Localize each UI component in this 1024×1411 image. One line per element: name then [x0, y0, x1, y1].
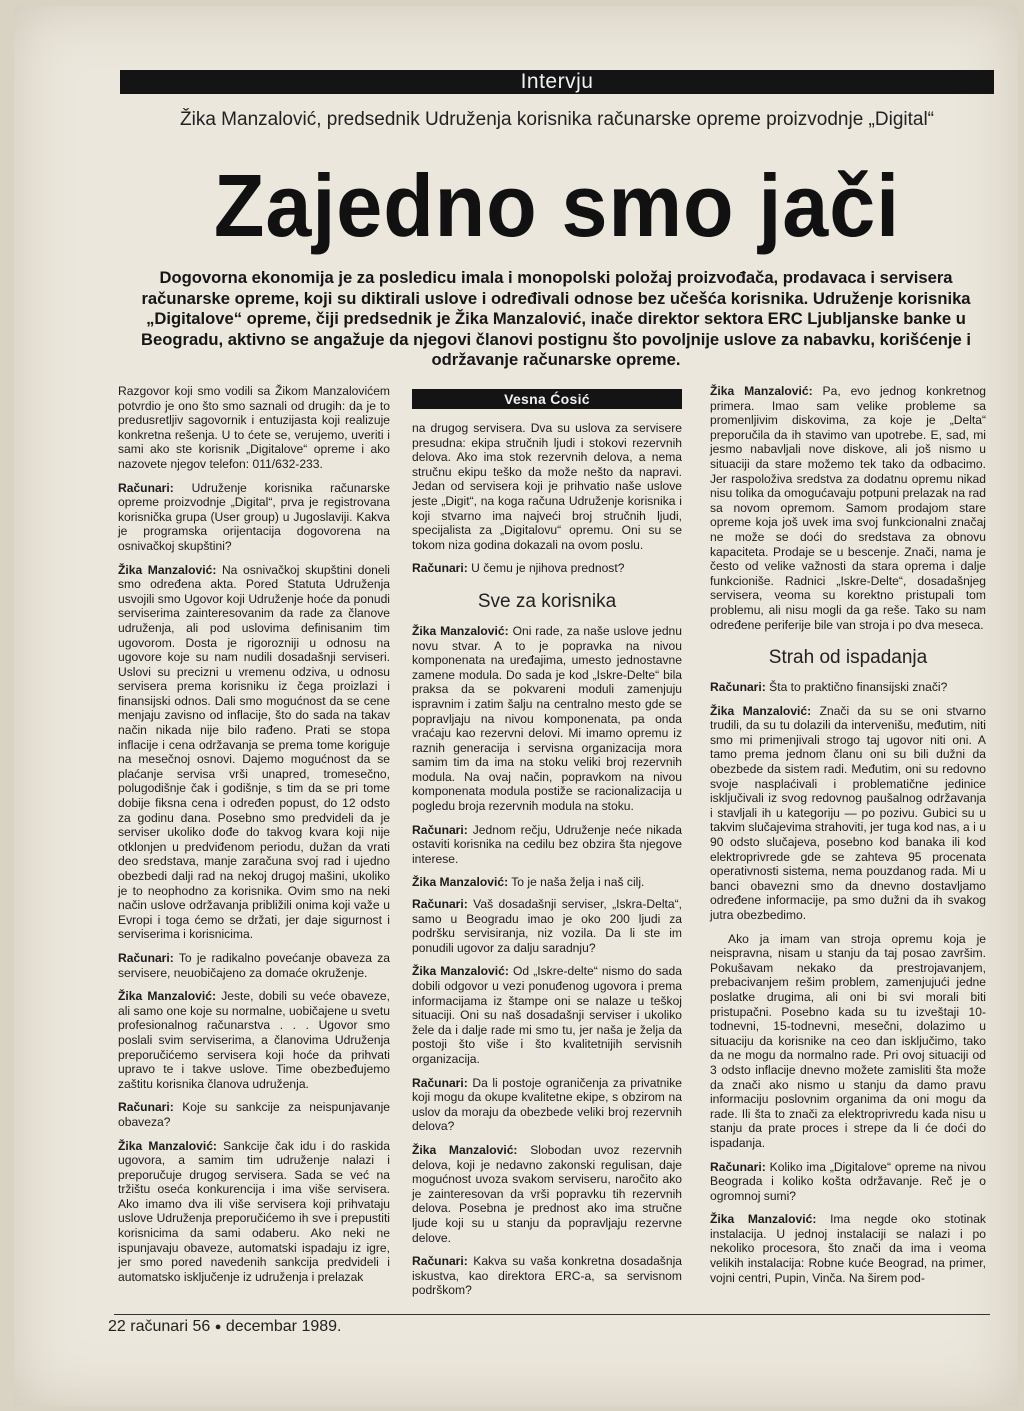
magazine-page	[14, 6, 1018, 1406]
speaker-label: Računari:	[118, 950, 174, 965]
speaker-label: Računari:	[412, 897, 468, 912]
answer: Žika Manzalović: Jeste, dobili su veće obaveze, ali samo one koje su normalne, uobičajene u svetu profesionalnog računarstva . . . Ugovor smo poslali svim serviserima, a članovima Udruženja preporučićemo servisera koji hoće da prihvati upravo te i takve uslove. Time obezbeđujemo zaštitu korisnika članova udruženja.	[118, 989, 390, 1091]
answer: Žika Manzalović: Ima negde oko stotinak instalacija. U jednoj instalaciji se nalazi i po nekoliko procesora, što znači da ima i veoma velikih instalacija: Robne kuće Beograd, na primer, vojni centri, Pupin, Vinča. Na širem pod-	[710, 1212, 986, 1285]
answer: Žika Manzalović: Oni rade, za naše uslove jednu novu stvar. A to je popravka na nivou komponenata na uređajima, umesto jednostavne zamene modula. Do sada je kod „Iskre-Delte“ bila praksa da se pokvareni moduli zamenjuju ispravnim i zatim šalju na centralno mesto gde se popravljaju na nivou komponenata, pa onda vraćaju kao rezervni delovi. Mi imamo opremu iz raznih generacija i servisna organizacija mora samim tim da ima na stoku veliki broj rezervnih modula. Na ovaj način, popravkom na nivou komponenata modula postiže se racionalizacija u pogledu broja rezervnih modula na stoku.	[412, 623, 682, 814]
subheading: Strah od ispadanja	[768, 647, 928, 669]
speaker-label: Računari:	[412, 1254, 468, 1269]
speaker-label: Računari:	[710, 1159, 766, 1174]
paragraph: Ako ja imam van stroja opremu koja je neispravna, nisam u stanju da taj posao završim. Pokušavam nekako da prestrojavanjem, prebacivanjem rešim problem, zamenjujući jedne poslatke drugima, ali oni bi svi morali biti pristupačni. Posebno kada su tu izveštaji 10-todnevni, 15-todnevni, mesečni, dolazimo u situaciju da korisnike na ceo dan isključimo, tako da ne mogu da normalno rade. Pri ovoj situaciji od 3 odsto inflacije dnevno možete zamisliti šta može da znači ako nismo u stanju da damo pravu informaciju poslovnim organima da oni mogu da rade. Ili šta to znači za elektroprivredu kada nisu u stanju da prate proces i strepe da li će doći do ispadanja.	[710, 931, 986, 1150]
section-banner: Intervju	[120, 70, 994, 94]
speaker-label: Računari:	[412, 1075, 468, 1090]
question: Računari: To je radikalno povećanje obaveza za servisere, neuobičajeno za domaće okruženje.	[118, 950, 390, 980]
speaker-label: Računari:	[118, 1100, 174, 1115]
subheading: Sve za korisnika	[477, 590, 617, 612]
footer-issue: 22 računari 56	[108, 1318, 211, 1335]
answer: Žika Manzalović: To je naša želja i naš cilj.	[412, 875, 645, 890]
question: Računari: Jednom rečju, Udruženje neće nikada ostaviti korisnika na cedilu bez obzira šta njegove interese.	[412, 822, 682, 866]
speaker-label: Računari:	[710, 680, 766, 695]
speaker-label: Žika Manzalović:	[412, 964, 509, 979]
speaker-label: Žika Manzalović:	[118, 989, 216, 1004]
footer-rule	[114, 1314, 990, 1315]
answer: Žika Manzalović: Znači da su se oni stvarno trudili, da su tu dolazili da intervenišu, međutim, niti smo mi primenjivali strogo taj ugovor niti oni. A tamo prema jednom članu oni su bili dužni da obezbede da sistem radi. Međutim, oni su redovno svoje nasplaćivali i problematične jedinice isključivali iz svog redovnog paušalnog održavanja i stavljali ih u kategoriju — po pozivu. Gubici su u takvim slučajevima strahoviti, jer tuga kod nas, a i u 90 odsto slučajeva, posebno kod banaka ili kod elektroprivrede gde se zahteva 95 procenata operativnosti sistema, nema pouzdanog rada. Mi u banci obavezni smo da dnevno dostavljamo određene informacije, pa smo dužni da ih svakog jutra obezbedimo.	[710, 703, 986, 922]
article-headline: Zajedno smo jači	[213, 156, 901, 255]
author-byline: Vesna Ćosić	[412, 389, 682, 409]
answer-continued: na drugog servisera. Dva su uslova za servisere presudna: ekipa stručnih ljudi i stokovi rezervnih delova. Ako ima stok rezervnih delova, a nema stručnu ekipu teško da može nešto da napravi. Jedan od servisera koji je prihvatio naše uslove jeste „Digit“, na koga računa Udruženje korisnika i koji stvarno ima najveći broj stručnih ljudi, specijalista za „Digitalovu“ opremu. Oni su se tokom niza godina dokazali na ovom poslu.	[412, 421, 682, 552]
question: Računari: U čemu je njihova prednost?	[412, 561, 625, 576]
answer: Žika Manzalović: Slobodan uvoz rezervnih delova, koji je nedavno zakonski regulisan, daje mogućnost uvoza svakom serviseru, naročito ako je zainteresovan da vrši popravku tih rezervnih delova. Posebna je prednost ako ima stručne ljude koji su u stanju da popravljaju rezervne delove.	[412, 1142, 682, 1245]
answer: Žika Manzalović: Od „Iskre-delte“ nismo do sada dobili odgovor u vezi ponuđenog ugovora i prema informacijama iz štampe oni se nalaze u teškoj situaciji. Oni su naš dosadašnji serviser i ukoliko žele da i dalje rade mi smo tu, jer naša je želja da postoji što više i što kvalitetnijih servisnih organizacija.	[412, 964, 682, 1066]
question: Računari: Šta to praktično finansijski znači?	[710, 680, 948, 695]
speaker-label: Žika Manzalović:	[412, 1142, 518, 1157]
article-subtitle: Žika Manzalović, predsednik Udruženja korisnika računarske opreme proizvodnje „Digital“	[180, 109, 934, 130]
question: Računari: Kakva su vaša konkretna dosadašnja iskustva, kao direktora ERC-a, sa servisnom podrškom?	[412, 1254, 682, 1298]
question: Računari: Koliko ima „Digitalove“ opreme na nivou Beograda i koliko košta održavanje. Reč je o ogromnoj sumi?	[710, 1159, 986, 1203]
question: Računari: Koje su sankcije za neispunjavanje obaveza?	[118, 1100, 390, 1129]
question: Računari: Da li postoje ograničenja za privatnike koji mogu da okupe kvalitetne ekipe, s obzirom na uslov da moraju da obezbede veliki broj rezervnih delova?	[412, 1075, 682, 1134]
bullet-icon: ●	[214, 1321, 222, 1333]
question: Računari: Vaš dosadašnji serviser, „Iskra-Delta“, samo u Beogradu imao je oko 200 ljudi za podršku servisiranja, niz vozila. Da li ste im ponudili ugovor za dalju saradnju?	[412, 897, 682, 955]
answer: Žika Manzalović: Pa, evo jednog konkretnog primera. Imao sam velike probleme sa promenljivim diskovima, za koje je „Delta“ preporučila da ih stavimo van upotrebe. E, sad, mi jesmo nabavljali nove diskove, ali još nismo u situaciji da stare možemo tek tako da odbacimo. Jer raspoloživa sredstva za dodatnu opremu nikad nisu tolika da omogućavaju potpuni prelazak na rad sa novom opremom. Samom prodajom stare opreme koja još uvek ima svoj funkcionalni značaj ne može se doći do sredstava za obnovu kapaciteta. Prodaje se u bescenje. Znači, nama je često od velike važnosti da stara oprema i dalje funkcioniše. Radnici „Iskre-Delte“, dosadašnjeg servisera, veoma su korektno pristupali tom problemu, ali nisu mogli da ga reše. Tako su nam određene periferije bile van stroja i po dva meseca.	[710, 384, 986, 632]
column-1	[118, 384, 390, 1293]
answer: Žika Manzalović: Na osnivačkoj skupštini doneli smo određena akta. Pored Statuta Udruženja usvojili smo Ugovor koji Udruženje hoće da ponudi serviserima zainteresovanim da rade za članove udruženja, ali pod uslovima definisanim tim ugovorom. Dosta je rigorozniji u odnosu na ugovore koje su nam nudili dosadašnji serviseri. Uslovi su precizni u vremenu odziva, u odnosu servisera prema korisniku iz čega proizlazi i finansijski odnos. Dali smo mogućnost da se cene menjaju zavisno od inflacije, što do sada na takav način nikada nije bilo rađeno. Prati se stopa inflacije i cena održavanja se prema tome koriguje na mesečnoj osnovi. Dajemo mogućnost da se plaćanje servisa vrši unapred, tromesečno, polugodišnje čak i godišnje, s tim da se pri tome dobije fiksna cena i određen popust, do 12 odsto za godinu dana. Posebno smo predvideli da je serviser ukoliko dođe do takvog kvara koji nije otklonjen u predviđenom periodu, dužan da vrati deo sredstava, manje zaračuna svoj rad i ujedno obezbedi dalji rad na nekoj drugoj mašini, ukoliko je to neophodno za korisnika. Ovim smo na neki način uslove održavanja približili onima koji važe u Evropi i toga ćemo se držati, jer daje sigurnost i serviserima i korisnicima.	[118, 562, 390, 942]
footer-date: decembar 1989.	[225, 1318, 342, 1335]
intro-paragraph: Razgovor koji smo vodili sa Žikom Manzalovićem potvrdio je ono što smo saznali od drugih: da je to predusretljiv sagovornik i entuzijasta koji realizuje konkretna rešenja. U to ćete se, verujemo, uveriti i sami ako ste korisnik „Digitalove“ opreme i ako nazovete njegov telefon: 011/632-233.	[118, 384, 390, 471]
speaker-label: Žika Manzalović:	[118, 1138, 217, 1153]
speaker-label: Žika Manzalović:	[412, 875, 509, 890]
speaker-label: Računari:	[412, 822, 468, 837]
column-2	[412, 384, 682, 1307]
page-footer	[108, 1316, 342, 1338]
speaker-label: Žika Manzalović:	[118, 562, 217, 577]
speaker-label: Žika Manzalović:	[710, 1212, 817, 1227]
speaker-label: Žika Manzalović:	[412, 623, 509, 638]
speaker-label: Računari:	[118, 480, 174, 495]
question: Računari: Udruženje korisnika računarske opreme proizvodnje „Digital“, prva je registrovana korisnička grupa (User group) u Jugoslaviji. Kakva je programska orijentacija dogovorena na osnivačkoj skupštini?	[118, 480, 390, 553]
article-lead: Dogovorna ekonomija je za posledicu imala i monopolski položaj proizvođača, prodavaca i servisera računarske opreme, koji su diktirali uslove i određivali odnose bez učešća korisnika. Udruženje korisnika „Digitalove“ opreme, čiji predsednik je Žika Manzalović, inače direktor sektora ERC Ljubljanske banke u Beogradu, aktivno se angažuje da njegovi članovi postignu što povoljnije uslove za nabavku, korišćenje i održavanje računarske opreme.	[141, 268, 971, 370]
answer: Žika Manzalović: Sankcije čak idu i do raskida ugovora, a samim tim udruženje nalazi i preporučuje drugog servisera. Sada se već na tržištu oseća konkurencija i ima više servisera. Ako imamo dva ili više servisera koji prihvataju uslove Udruženja preporučićemo ih sve i prepustiti korisnicima da sami odaberu. Ako neki ne ispunjavaju obaveze, automatski ispadaju iz igre, jer smo pored navedenih sankcija predvideli i automatsko isključenje iz udruženja i prelazak	[118, 1138, 390, 1284]
column-3	[710, 384, 986, 1294]
speaker-label: Žika Manzalović:	[710, 703, 812, 718]
speaker-label: Žika Manzalović:	[710, 384, 813, 398]
speaker-label: Računari:	[412, 561, 468, 576]
